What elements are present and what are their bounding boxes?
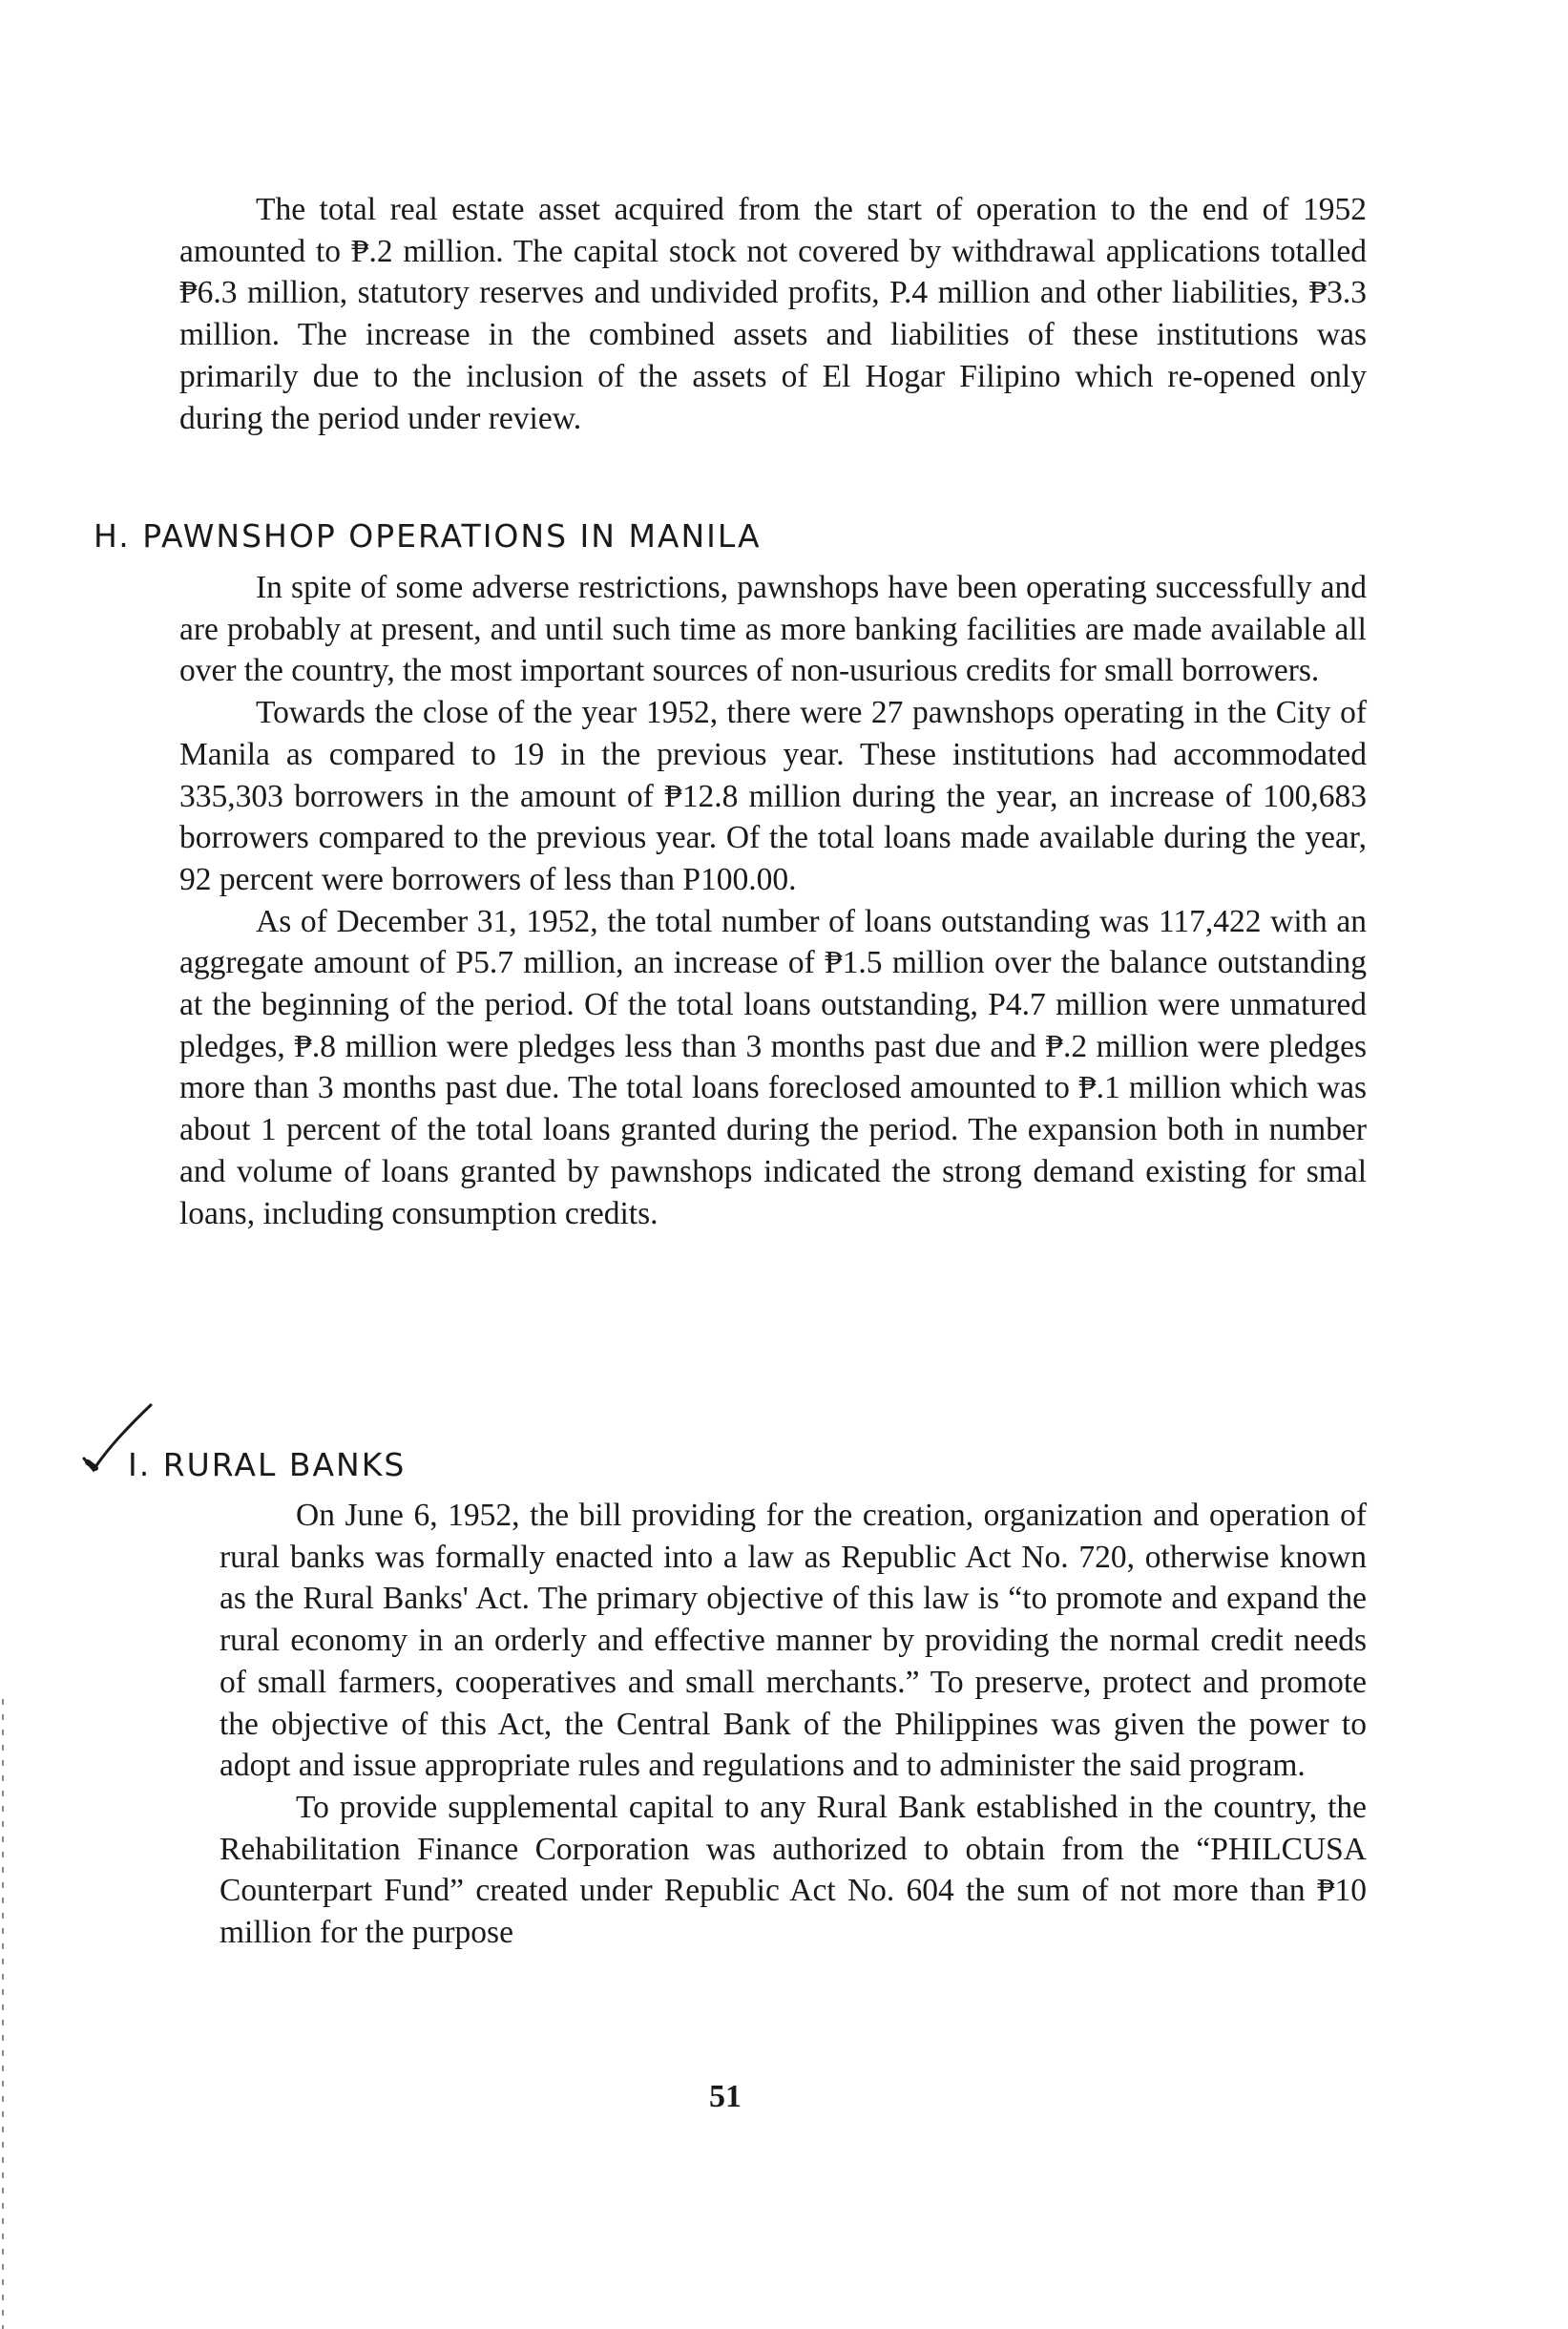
page-number: 51 — [709, 2079, 742, 2114]
section-i-paragraph-1: On June 6, 1952, the bill providing for the creation, organization and operation of rural banks was formally enacted into a law as Republic Act No. 720, otherwise known as the Rural Banks' Act. The primary objective of this law is “to promote and expand the rural economy in an orderly and effective manner by providing the normal credit needs of small farmers, cooperatives and small merchants.” To preserve, protect and promote the objective of this Act, the Central Bank of the Philippines was given the power to adopt and issue appropriate rules and regulations and to administer the said program. — [220, 1498, 1367, 1784]
binding-edge-mark — [0, 1699, 8, 2329]
section-h-paragraph-1: In spite of some adverse restrictions, pawnshops have been operating successfully and are probably at present, and until such time as more banking facilities are made available all over the country, the most important sources of non-usurious credits for small borrowers. — [179, 570, 1367, 689]
section-h-paragraph-2: Towards the close of the year 1952, there were 27 pawnshops operating in the City of Manila as compared to 19 in the previous year. These institutions had accommodated 335,303 borrowers in the amount of ₱12.8 million during the year, an increase of 100,683 borrowers compared to the previous year. Of the total loans made available during the year, 92 percent were borrowers of less than P100.00. — [179, 695, 1367, 897]
section-h-paragraph-3: As of December 31, 1952, the total number of loans outstanding was 117,422 with an aggregate amount of P5.7 million, an increase of ₱1.5 million over the balance outstanding at the beginning of the period. Of the total loans outstanding, P4.7 million were unmatured pledges, ₱.8 million were pledges less than 3 months past due and ₱.2 million were pledges more than 3 months past due. The total loans foreclosed amounted to ₱.1 million which was about 1 percent of the total loans granted during the period. The expansion both in number and volume of loans granted by pawnshops indicated the strong demand existing for smal loans, including consumption credits. — [179, 903, 1367, 1231]
section-h-body — [179, 567, 1367, 1234]
intro-text — [179, 189, 1367, 439]
section-i-heading: I. RURAL BANKS — [128, 1446, 407, 1483]
section-i-paragraph-2: To provide supplemental capital to any Rural Bank established in the country, the Rehabilitation Finance Corporation was authorized to obtain from the “PHILCUSA Counterpart Fund” created under Republic Act No. 604 the sum of not more than ₱10 million for the purpose — [220, 1789, 1367, 1951]
intro-paragraph: The total real estate asset acquired from the start of operation to the end of 1952 amounted to ₱.2 million. The capital stock not covered by withdrawal applications totalled ₱6.3 million, statutory reserves and undivided profits, P.4 million and other liabilities, ₱3.3 million. The increase in the combined assets and liabilities of these institutions was primarily due to the inclusion of the assets of El Hogar Filipino which re-opened only during the period under review. — [179, 192, 1367, 436]
section-i-body — [220, 1495, 1367, 1954]
section-h-heading: H. PAWNSHOP OPERATIONS IN MANILA — [94, 517, 762, 555]
